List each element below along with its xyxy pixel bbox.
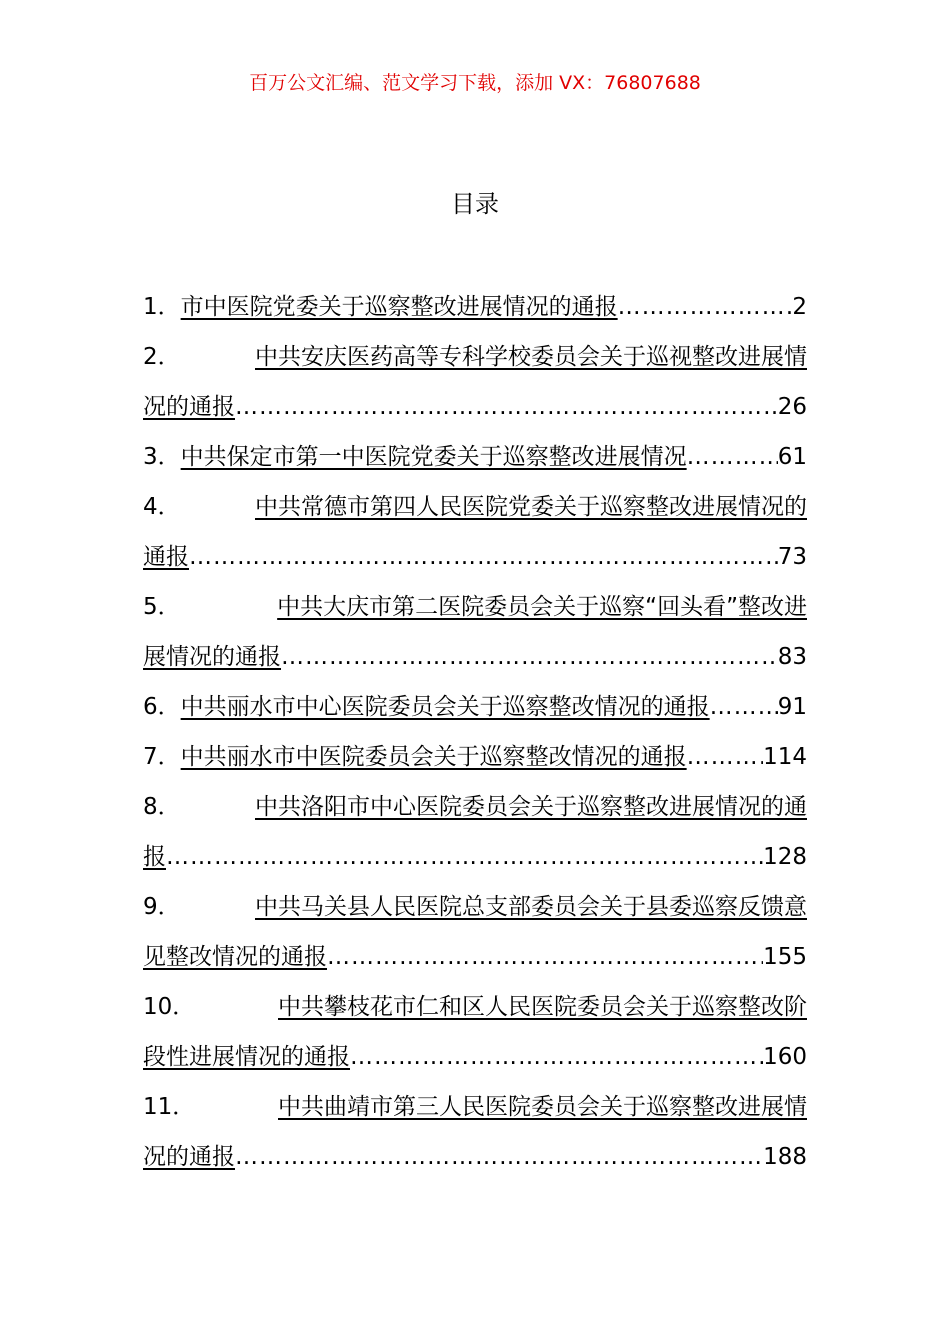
entry-title[interactable]: 中共攀枝花市仁和区人民医院委员会关于巡察整改阶 (278, 994, 807, 1020)
table-of-contents (143, 282, 807, 1182)
toc-entry[interactable] (143, 482, 807, 582)
entry-title[interactable]: 中共保定市第一中医院党委关于巡察整改进展情况 (180, 444, 687, 470)
entry-number: 3． (143, 444, 181, 470)
entry-title-continued[interactable]: 见整改情况的通报 (143, 944, 327, 970)
leader-dots (710, 682, 778, 732)
toc-entry[interactable] (143, 1082, 807, 1182)
entry-title[interactable]: 中共马关县人民医院总支部委员会关于县委巡察反馈意 (255, 894, 807, 920)
entry-number: 5． (143, 594, 181, 620)
toc-entry[interactable] (143, 582, 807, 682)
entry-title-continued[interactable]: 况的通报 (143, 1144, 235, 1170)
entry-number: 6． (143, 694, 181, 720)
toc-entry[interactable] (143, 882, 807, 982)
leader-dots (618, 282, 793, 332)
entry-title[interactable]: 市中医院党委关于巡察整改进展情况的通报 (180, 294, 618, 320)
entry-number: 1． (143, 294, 181, 320)
toc-entry[interactable] (143, 732, 807, 782)
toc-entry[interactable] (143, 682, 807, 732)
leader-dots (350, 1032, 763, 1082)
entry-page: 91 (777, 694, 807, 720)
entry-title[interactable]: 中共丽水市中心医院委员会关于巡察整改情况的通报 (180, 694, 710, 720)
leader-dots (327, 932, 763, 982)
entry-page: 128 (763, 844, 807, 870)
entry-title[interactable]: 中共曲靖市第三人民医院委员会关于巡察整改进展情 (278, 1094, 807, 1120)
leader-dots (687, 732, 763, 782)
entry-number: 2． (143, 344, 181, 370)
entry-number: 4． (143, 494, 181, 520)
entry-number: 9． (143, 894, 181, 920)
entry-number: 10． (143, 994, 196, 1020)
leader-dots (235, 382, 778, 432)
entry-title[interactable]: 中共安庆医药高等专科学校委员会关于巡视整改进展情 (255, 344, 807, 370)
header-note: 百万公文汇编、范文学习下载，添加 VX：76807688 (249, 72, 701, 94)
leader-dots (166, 832, 763, 882)
entry-page: 155 (763, 944, 807, 970)
entry-page: 114 (763, 744, 807, 770)
toc-title: 目录 (451, 190, 499, 218)
entry-title-continued[interactable]: 通报 (143, 544, 189, 570)
leader-dots (687, 432, 778, 482)
entry-number: 11． (143, 1094, 196, 1120)
entry-number: 7． (143, 744, 181, 770)
entry-title[interactable]: 中共大庆市第二医院委员会关于巡察“回头看”整改进 (277, 594, 807, 620)
toc-entry[interactable] (143, 782, 807, 882)
entry-title-continued[interactable]: 报 (143, 844, 166, 870)
leader-dots (235, 1132, 763, 1182)
entry-title[interactable]: 中共常德市第四人民医院党委关于巡察整改进展情况的 (255, 494, 807, 520)
entry-page: 188 (763, 1144, 807, 1170)
leader-dots (281, 632, 778, 682)
entry-title-continued[interactable]: 段性进展情况的通报 (143, 1044, 350, 1070)
leader-dots (189, 532, 778, 582)
entry-title[interactable]: 中共洛阳市中心医院委员会关于巡察整改进展情况的通 (255, 794, 807, 820)
toc-entry[interactable] (143, 332, 807, 432)
entry-page: 2 (792, 294, 807, 320)
toc-entry[interactable] (143, 982, 807, 1082)
entry-page: 61 (777, 444, 807, 470)
entry-number: 8． (143, 794, 181, 820)
toc-entry[interactable] (143, 282, 807, 332)
entry-page: 83 (777, 644, 807, 670)
entry-title-continued[interactable]: 况的通报 (143, 394, 235, 420)
entry-page: 160 (763, 1044, 807, 1070)
entry-page: 26 (777, 394, 807, 420)
toc-entry[interactable] (143, 432, 807, 482)
entry-title[interactable]: 中共丽水市中医院委员会关于巡察整改情况的通报 (180, 744, 687, 770)
entry-page: 73 (777, 544, 807, 570)
entry-title-continued[interactable]: 展情况的通报 (143, 644, 281, 670)
